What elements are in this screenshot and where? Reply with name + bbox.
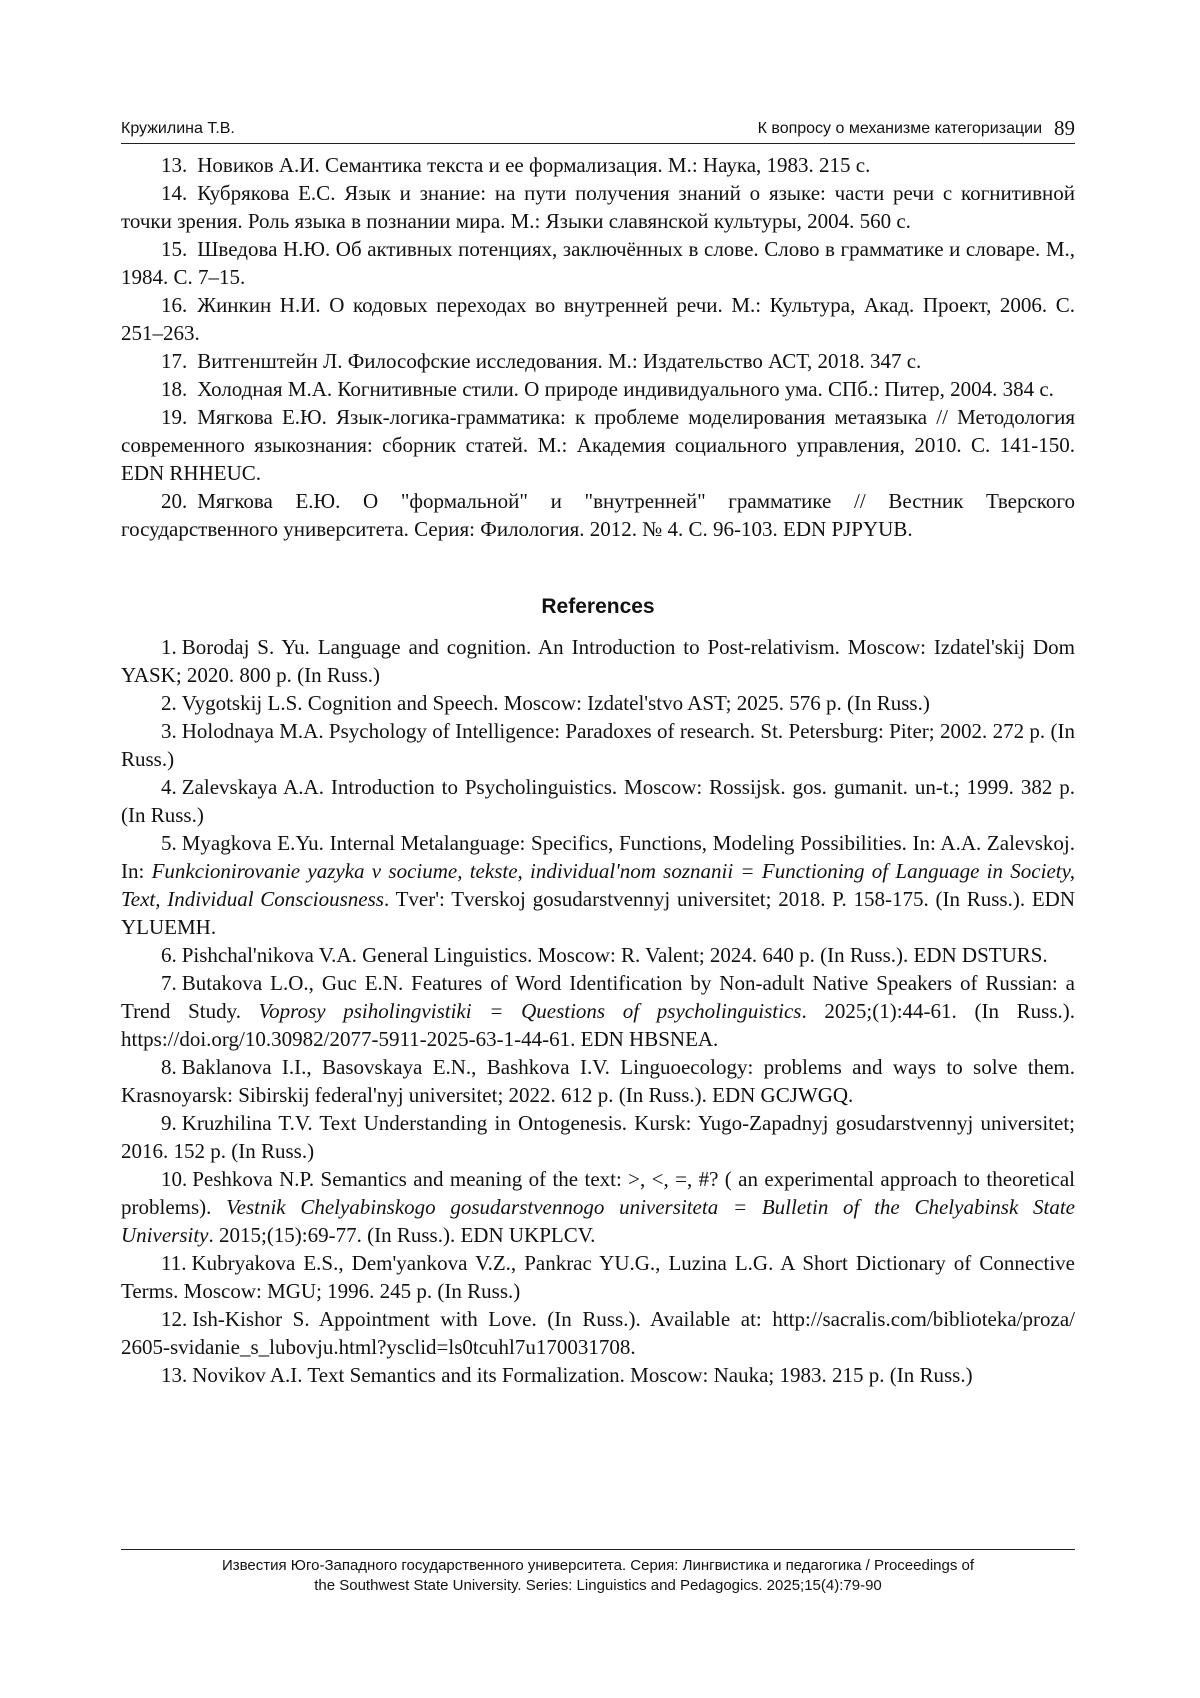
reference-entry [121, 375, 1075, 403]
footer [121, 1556, 1075, 1596]
reference-text: Peshkova N.P. Semantics and meaning of the text: >, <, =, #? ( an experimental approach to theoretical problems). [121, 1167, 1075, 1219]
reference-entry [121, 1361, 1075, 1389]
reference-entry [121, 717, 1075, 773]
footer-line-2: the Southwest State University. Series: Linguistics and Pedagogics. 2025;15(4):79-90 [314, 1577, 882, 1594]
reference-entry [121, 1305, 1075, 1361]
reference-number: 7. [161, 971, 177, 995]
reference-number: 14. [161, 181, 188, 205]
reference-number: 18. [161, 377, 188, 401]
reference-entry [121, 829, 1075, 941]
reference-entry [121, 347, 1075, 375]
reference-number: 11. [161, 1251, 187, 1275]
reference-text: Borodaj S. Yu. Language and cognition. An Introduction to Post-relativism. Moscow: Izdatel'skij Dom YASK; 2020. 800 p. (In Russ.) [121, 635, 1075, 687]
reference-text: Шведова Н.Ю. Об активных потенциях, заключённых в слове. Слово в грамматике и словаре. М., 1984. С. 7–15. [121, 237, 1075, 289]
english-reference-list [121, 633, 1075, 1389]
reference-number: 1. [161, 635, 177, 659]
reference-number: 16. [161, 293, 188, 317]
reference-text: Myagkova E.Yu. Internal Metalanguage: Specifics, Functions, Modeling Possibilities. In: A.A. Zalevskoj. In: [121, 831, 1075, 883]
reference-text: Новиков А.И. Семантика текста и ее формализация. М.: Наука, 1983. 215 с. [197, 153, 871, 177]
reference-text: Pishchal'nikova V.A. General Linguistics. Moscow: R. Valent; 2024. 640 p. (In Russ.). EDN DSTURS. [181, 943, 1048, 967]
reference-text: Vygotskij L.S. Cognition and Speech. Moscow: Izdatel'stvo AST; 2025. 576 p. (In Russ.) [181, 691, 930, 715]
references-heading: References [541, 595, 655, 618]
footer-line-1: Известия Юго-Западного государственного университета. Серия: Лингвистика и педагогика / Proceedings of [221, 1557, 975, 1574]
reference-number: 6. [161, 943, 177, 967]
reference-number: 13. [161, 153, 188, 177]
reference-text: Baklanova I.I., Basovskaya E.N., Bashkova I.V. Linguoecology: problems and ways to solve them. Krasnoyarsk: Sibirskij federal'nyj universitet; 2022. 612 p. (In Russ.). EDN GCJWGQ. [121, 1055, 1075, 1107]
reference-text-tail: . 2015;(15):69-77. (In Russ.). EDN UKPLCV. [208, 1223, 596, 1247]
header-title: К вопросу о механизме категоризации [757, 120, 1042, 137]
reference-entry [121, 291, 1075, 347]
reference-number: 5. [161, 831, 177, 855]
reference-entry [121, 487, 1075, 543]
reference-number: 13. [161, 1363, 188, 1387]
reference-number: 20. [161, 489, 188, 513]
reference-text: Мягкова Е.Ю. Язык-логика-грамматика: к проблеме моделирования метаязыка // Методология современного языкознания: сборник статей. М.: Академия социального управления, 2010. С. 141-150. EDN RHHEUC. [121, 405, 1075, 485]
reference-entry [121, 969, 1075, 1053]
header-right [758, 118, 1075, 138]
reference-number: 15. [161, 237, 188, 261]
reference-number: 17. [161, 349, 188, 373]
reference-entry [121, 151, 1075, 179]
reference-number: 4. [161, 775, 177, 799]
reference-text-tail: . Tver': Tverskoj gosudarstvennyj universitet; 2018. P. 158-175. (In Russ.). EDN YLUEMH. [121, 887, 1075, 939]
reference-text: Kruzhilina T.V. Text Understanding in Ontogenesis. Kursk: Yugo-Zapadnyj gosudarstvennyj universitet; 2016. 152 p. (In Russ.) [121, 1111, 1075, 1163]
reference-number: 19. [161, 405, 188, 429]
reference-number: 10. [161, 1167, 188, 1191]
reference-text: Ish-Kishor S. Appointment with Love. (In Russ.). Available at: http://sacralis.com/biblioteka/proza/ 2605-svidanie_s_lubovju.html?ysclid=ls0tcuhl7u170031708. [121, 1307, 1075, 1359]
reference-text: Кубрякова Е.С. Язык и знание: на пути получения знаний о языке: части речи с когнитивной точки зрения. Роль языка в познании мира. М.: Языки славянской культуры, 2004. 560 с. [121, 181, 1075, 233]
reference-entry [121, 689, 1075, 717]
reference-text: Витгенштейн Л. Философские исследования. М.: Издательство АСТ, 2018. 347 с. [197, 349, 922, 373]
russian-reference-list [121, 151, 1075, 543]
reference-number: 9. [161, 1111, 177, 1135]
reference-entry [121, 1109, 1075, 1165]
reference-number: 12. [161, 1307, 188, 1331]
reference-entry [121, 773, 1075, 829]
reference-number: 8. [161, 1055, 177, 1079]
reference-entry [121, 1165, 1075, 1249]
reference-text: Мягкова Е.Ю. О "формальной" и "внутренней" грамматике // Вестник Тверского государственного университета. Серия: Филология. 2012. № 4. С. 96-103. EDN PJPYUB. [121, 489, 1075, 541]
reference-text: Butakova L.O., Guc E.N. Features of Word Identification by Non-adult Native Speakers of Russian: a Trend Study. [121, 971, 1075, 1023]
reference-entry [121, 941, 1075, 969]
reference-entry [121, 1249, 1075, 1305]
reference-text: Novikov A.I. Text Semantics and its Formalization. Moscow: Nauka; 1983. 215 p. (In Russ.) [192, 1363, 973, 1387]
reference-source-italic: Vestnik Chelyabinskogo gosudarstvennogo universiteta = Bulletin of the Chelyabinsk State University [121, 1195, 1075, 1247]
reference-text-tail: . 2025;(1):44-61. (In Russ.). https://doi.org/10.30982/2077-5911-2025-63-1-44-61. EDN HBSNEA. [121, 999, 1075, 1051]
footer-rule [121, 1549, 1075, 1550]
page-number: 89 [1054, 116, 1075, 140]
running-header [121, 118, 1075, 138]
reference-entry [121, 1053, 1075, 1109]
reference-text: Холодная М.А. Когнитивные стили. О природе индивидуального ума. СПб.: Питер, 2004. 384 с. [197, 377, 1054, 401]
reference-entry [121, 179, 1075, 235]
reference-source-italic: Voprosy psiholingvistiki = Questions of psycholinguistics [258, 999, 802, 1023]
reference-text: Kubryakova E.S., Dem'yankova V.Z., Pankrac YU.G., Luzina L.G. A Short Dictionary of Connective Terms. Moscow: MGU; 1996. 245 p. (In Russ.) [121, 1251, 1075, 1303]
reference-entry [121, 403, 1075, 487]
reference-text: Жинкин Н.И. О кодовых переходах во внутренней речи. М.: Культура, Акад. Проект, 2006. С. 251–263. [121, 293, 1075, 345]
header-author: Кружилина Т.В. [121, 120, 235, 137]
reference-text: Zalevskaya A.A. Introduction to Psycholinguistics. Moscow: Rossijsk. gos. gumanit. un-t.; 1999. 382 p. (In Russ.) [121, 775, 1075, 827]
reference-entry [121, 235, 1075, 291]
header-rule [121, 143, 1075, 144]
body-text [121, 151, 1075, 1389]
reference-entry [121, 633, 1075, 689]
reference-text: Holodnaya M.A. Psychology of Intelligence: Paradoxes of research. St. Petersburg: Piter; 2002. 272 p. (In Russ.) [121, 719, 1075, 771]
reference-number: 3. [161, 719, 177, 743]
reference-source-italic: Funkcionirovanie yazyka v sociume, tekste, individual'nom soznanii = Functioning of Language in Society, Text, Individual Consciousness [121, 859, 1076, 911]
reference-number: 2. [161, 691, 177, 715]
